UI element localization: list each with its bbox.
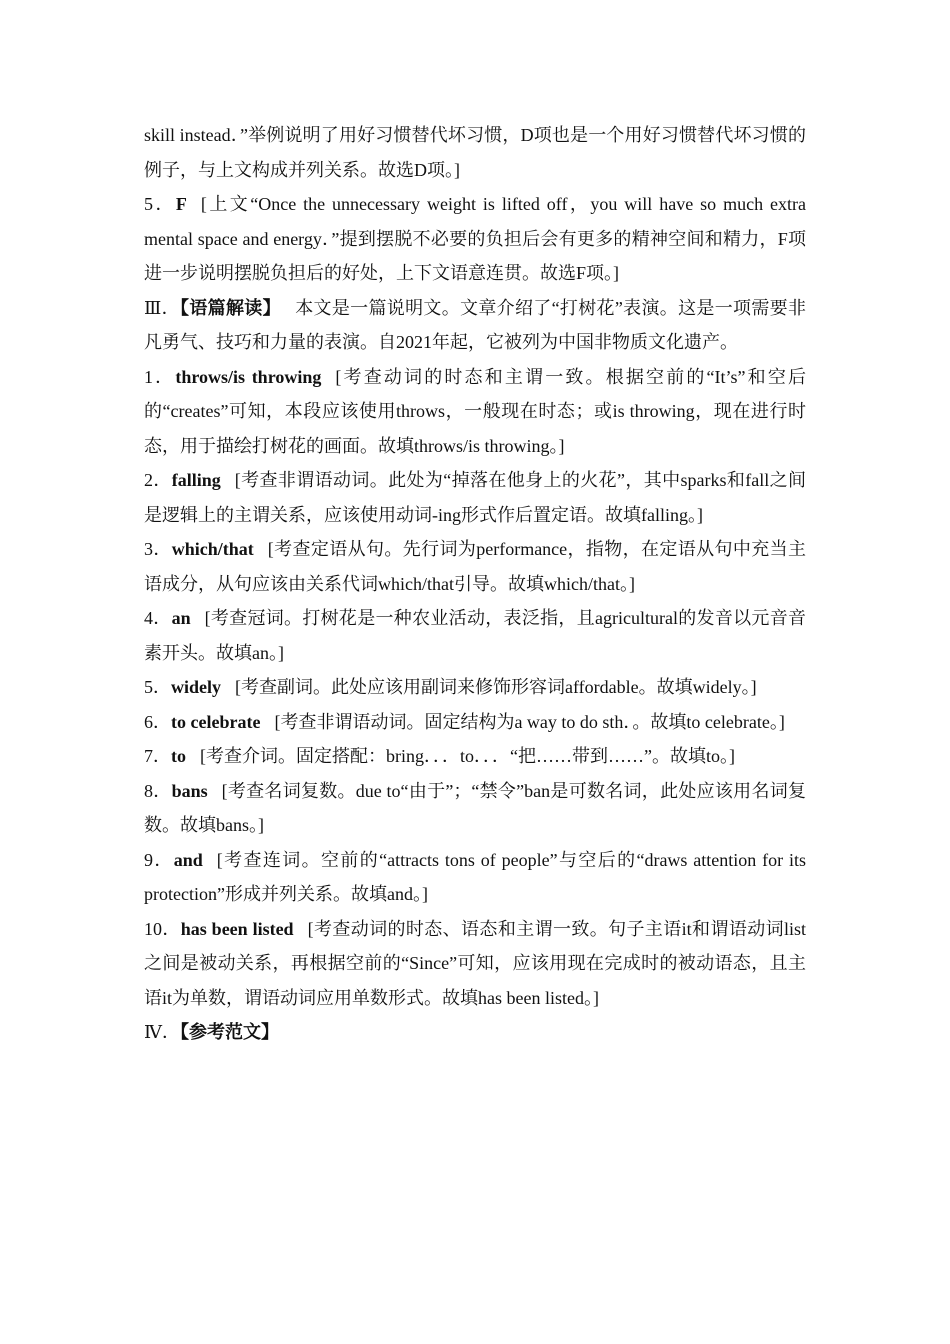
answer-item [144, 601, 806, 670]
item-number: 9． [144, 849, 174, 870]
item-number: 10． [144, 918, 181, 939]
item-explanation: [考查副词。此处应该用副词来修饰形容词affordable。故填widely。] [235, 677, 757, 697]
answer-key-page [144, 118, 806, 1050]
item-explanation: [考查冠词。打树花是一种农业活动，表泛指，且agricultural的发音以元音音素开头。故填an。] [144, 608, 807, 663]
item-answer: and [173, 849, 203, 870]
item-number: 3． [144, 539, 172, 559]
item-answer: to [171, 746, 186, 766]
answer-item [144, 739, 806, 774]
section-numeral: Ⅲ． [144, 297, 180, 318]
answer-item [144, 532, 806, 601]
item-explanation: [考查动词的时态、语态和主谓一致。句子主语it和谓语动词list之间是被动关系，再根据空前的“Since”可知，应该用现在完成时的被动语态，且主语it为单数，谓语动词应用单数形式。故填has been listed。] [144, 918, 806, 1008]
item-answer: throws/is throwing [175, 366, 322, 387]
item-explanation: [考查连词。空前的“attracts tons of people”与空后的“draws attention for its protection”形成并列关系。故填and。] [144, 849, 807, 904]
item-explanation: [考查定语从句。先行词为performance，指物，在定语从句中充当主语成分，从句应该由关系代词which/that引导。故填which/that。] [144, 539, 807, 594]
answer-item [144, 912, 806, 1016]
item-explanation: [上文“Once the unnecessary weight is lifted off，you will have so much extra mental space and energy．”提到摆脱不必要的负担后会有更多的精神空间和精力，F项进一步说明摆脱负担后的好处，上下文语意连贯。故选F项。] [144, 194, 806, 283]
item-answer: widely [171, 677, 222, 697]
answer-item-prev-5 [144, 187, 806, 291]
item-answer: falling [171, 470, 221, 490]
item-explanation: [考查非谓语动词。固定结构为a way to do sth．。故填to celebrate。] [274, 711, 785, 732]
answer-item [144, 463, 806, 532]
item-explanation: [考查介词。固定搭配：bring．．．to．．．“把……带到……”。故填to。] [200, 746, 735, 766]
answer-item [144, 705, 806, 740]
item-number: 4． [144, 608, 172, 628]
section-numeral: Ⅳ． [144, 1022, 180, 1042]
item-explanation: [考查名词复数。due to“由于”；“禁令”ban是可数名词，此处应该用名词复数。故填bans。] [144, 780, 807, 835]
answer-item [144, 670, 806, 705]
item-number: 7． [144, 746, 171, 766]
item-answer: bans [171, 780, 208, 801]
item-answer: to celebrate [171, 711, 261, 732]
answer-item [144, 774, 806, 843]
item-number: 2． [144, 470, 172, 490]
section-3-reading-analysis [144, 291, 806, 360]
item-number: 1． [144, 366, 176, 387]
item-number: 8． [144, 780, 172, 801]
section-text: 本文是一篇说明文。文章介绍了“打树花”表演。这是一项需要非凡勇气、技巧和力量的表演。自2021年起，它被列为中国非物质文化遗产。 [144, 297, 807, 352]
answer-item [144, 360, 806, 464]
item-answer: F [175, 194, 187, 214]
section-title: 【参考范文】 [179, 1022, 279, 1042]
item-number: 6． [144, 711, 171, 732]
item-explanation: [考查非谓语动词。此处为“掉落在他身上的火花”，其中sparks和fall之间是逻辑上的主谓关系，应该使用动词-ing形式作后置定语。故填falling。] [144, 470, 807, 525]
item-number: 5． [144, 677, 171, 697]
continuation-paragraph: skill instead．”举例说明了用好习惯替代坏习惯，D项也是一个用好习惯替代坏习惯的例子，与上文构成并列关系。故选D项。] [144, 125, 806, 180]
section-title: 【语篇解读】 [180, 297, 281, 318]
item-answer: has been listed [180, 918, 294, 939]
item-explanation: [考查动词的时态和主谓一致。根据空前的“It’s”和空后的“creates”可知，本段应该使用throws，一般现在时态；或is throwing，现在进行时态，用于描绘打树花的画面。故填throws/is throwing。] [144, 366, 807, 456]
item-number: 5． [144, 194, 176, 214]
item-answer: which/that [171, 539, 254, 559]
section-4-reference-essay [144, 1015, 806, 1050]
item-answer: an [171, 608, 191, 628]
answer-item [144, 843, 806, 912]
